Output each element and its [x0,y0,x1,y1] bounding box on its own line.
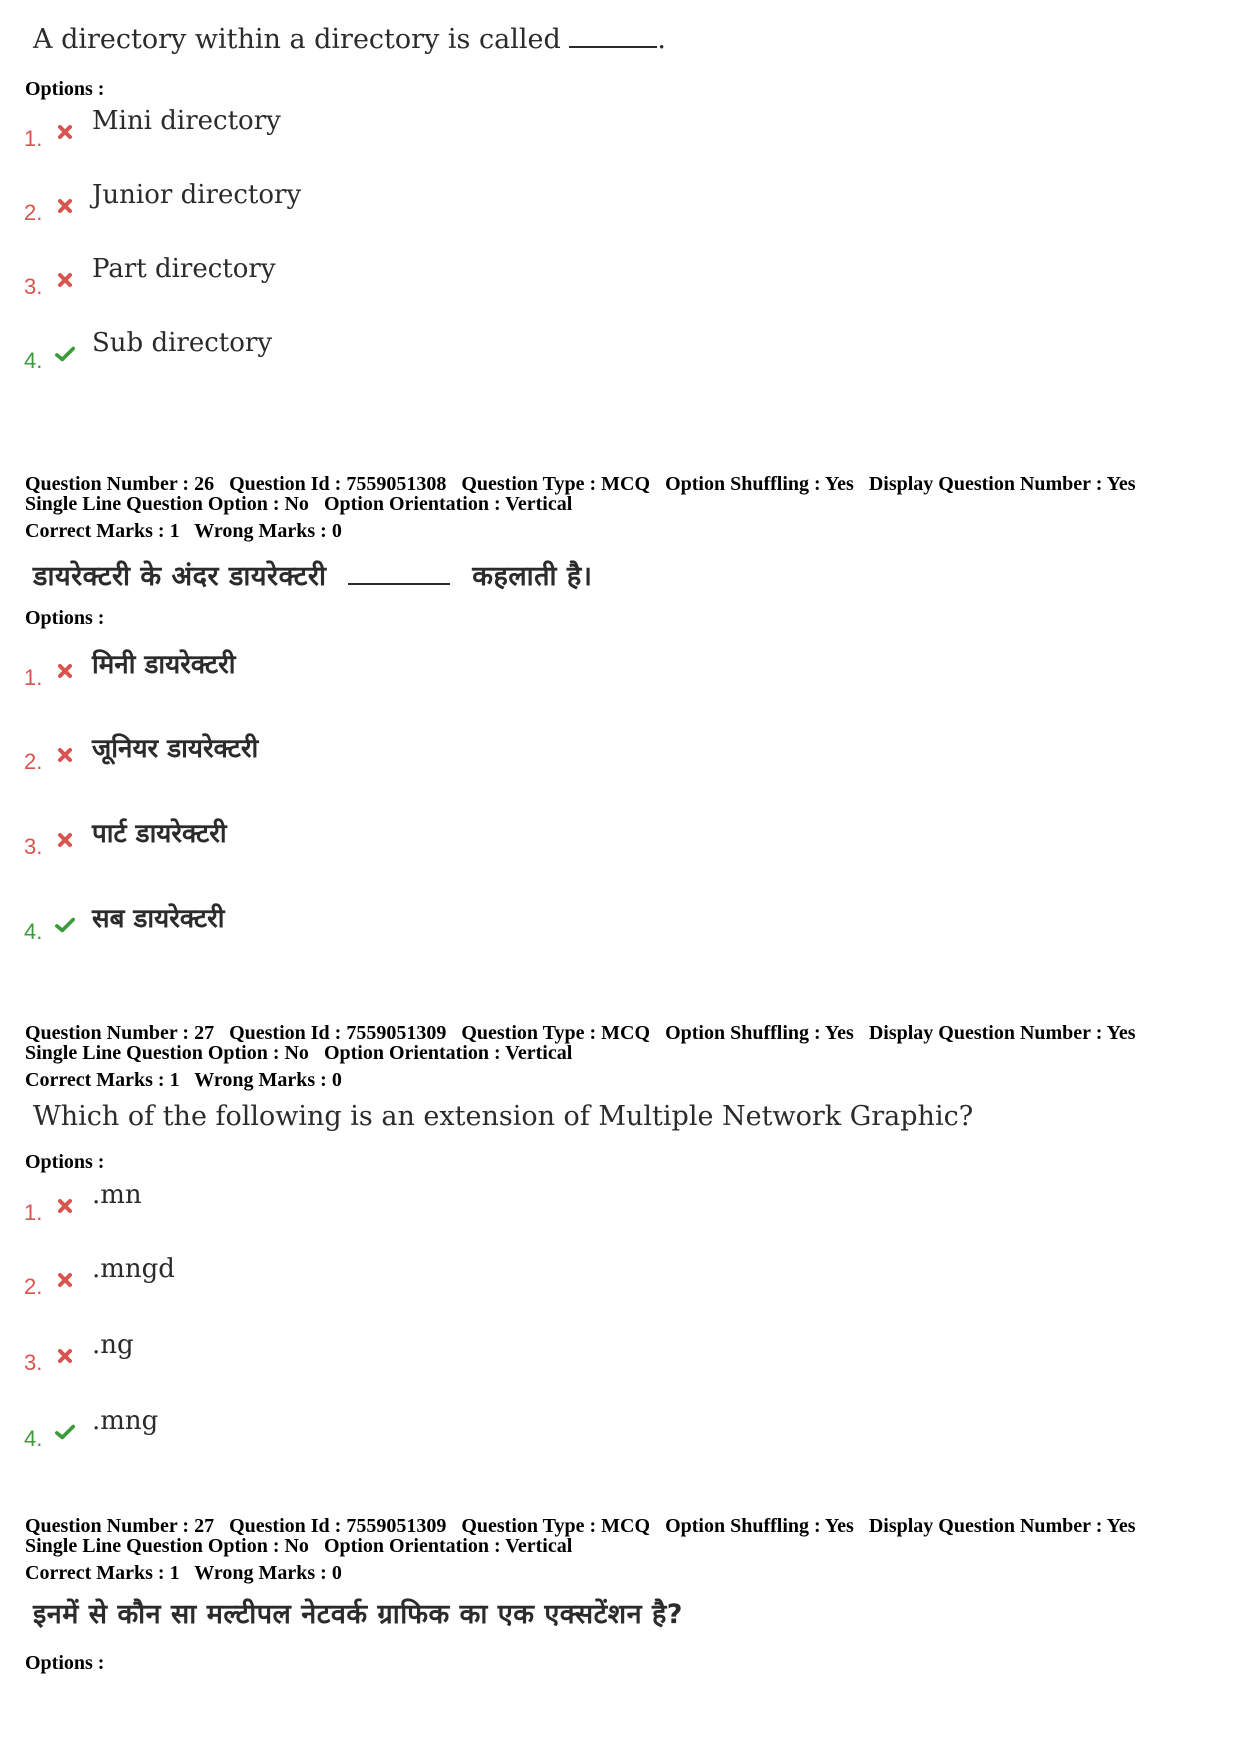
q26-meta-line-2 [25,494,1146,514]
q26-marks [25,520,352,543]
option-number: 3. [24,274,43,299]
cross-icon [55,1270,75,1290]
cross-icon [55,830,75,850]
question-id: Question Id : 7559051308 [229,473,447,495]
option-text: पार्ट डायरेक्टरी [92,819,227,849]
check-icon [55,344,75,364]
correct-marks: Correct Marks : 1 [25,520,180,542]
question-number: Question Number : 26 [25,473,215,495]
option-text: Sub directory [92,328,273,358]
q27b-meta [25,1516,1146,1556]
option-text: सब डायरेक्टरी [92,904,225,934]
option-text: .ng [92,1330,134,1360]
option-orientation: Option Orientation : Vertical [323,1535,573,1557]
q26-stem [33,556,593,593]
q27a-option-4 [0,1406,900,1456]
option-orientation: Option Orientation : Vertical [323,1042,573,1064]
question-number: Question Number : 27 [25,1515,215,1537]
option-text: .mngd [92,1254,175,1284]
option-text: .mn [92,1180,142,1210]
option-number: 4. [24,1426,43,1451]
question-id: Question Id : 7559051309 [229,1022,447,1044]
question-type: Question Type : MCQ [461,473,651,495]
q27a-option-1 [0,1180,900,1230]
option-text: मिनी डायरेक्टरी [92,650,236,680]
wrong-marks: Wrong Marks : 0 [194,1562,342,1584]
q27a-meta [25,1023,1146,1063]
q25-stem [33,24,666,55]
option-text: Mini directory [92,106,281,136]
single-line-option: Single Line Question Option : No [25,493,309,515]
q27a-meta-line-2 [25,1043,1146,1063]
option-text: .mng [92,1406,159,1436]
option-text: Part directory [92,254,276,284]
option-number: 1. [24,665,43,690]
display-question-number: Display Question Number : Yes [868,1022,1136,1044]
q27a-meta-line-1 [25,1023,1146,1043]
question-id: Question Id : 7559051309 [229,1515,447,1537]
option-number: 1. [24,126,43,151]
single-line-option: Single Line Question Option : No [25,1535,309,1557]
q27b-marks [25,1562,352,1585]
q27b-meta-line-1 [25,1516,1146,1536]
cross-icon [55,1196,75,1216]
option-number: 2. [24,200,43,225]
q25-options-label: Options : [25,78,105,100]
option-shuffling: Option Shuffling : Yes [665,473,854,495]
cross-icon [55,1346,75,1366]
q27a-option-2 [0,1254,900,1304]
q26-meta [25,474,1146,514]
q26-stem-text: डायरेक्टरी के अंदर डायरेक्टरी [33,561,327,592]
display-question-number: Display Question Number : Yes [868,473,1136,495]
cross-icon [55,745,75,765]
check-icon [55,915,75,935]
cross-icon [55,122,75,142]
q27b-stem: इनमें से कौन सा मल्टीपल नेटवर्क ग्राफिक का एक एक्सटेंशन है? [33,1599,683,1630]
q26-option-4 [0,905,900,949]
q27a-stem: Which of the following is an extension of Multiple Network Graphic? [33,1101,974,1132]
q27a-options-label: Options : [25,1151,105,1173]
q25-stem-end: . [657,24,666,55]
q26-option-2 [0,735,900,779]
single-line-option: Single Line Question Option : No [25,1042,309,1064]
correct-marks: Correct Marks : 1 [25,1562,180,1584]
wrong-marks: Wrong Marks : 0 [194,1069,342,1091]
question-number: Question Number : 27 [25,1022,215,1044]
q26-stem-end: कहलाती है। [472,561,593,592]
correct-marks: Correct Marks : 1 [25,1069,180,1091]
wrong-marks: Wrong Marks : 0 [194,520,342,542]
option-number: 4. [24,348,43,373]
q26-blank [348,583,450,585]
cross-icon [55,270,75,290]
q25-blank [569,46,657,48]
q25-option-3 [0,254,900,304]
option-number: 4. [24,919,43,944]
display-question-number: Display Question Number : Yes [868,1515,1136,1537]
option-number: 2. [24,1274,43,1299]
q26-options-label: Options : [25,607,105,629]
q25-option-2 [0,180,900,230]
q26-option-1 [0,651,900,695]
question-type: Question Type : MCQ [461,1515,651,1537]
q26-option-3 [0,820,900,864]
cross-icon [55,196,75,216]
option-number: 2. [24,749,43,774]
option-text: जूनियर डायरेक्टरी [92,734,259,764]
option-shuffling: Option Shuffling : Yes [665,1022,854,1044]
q25-stem-text: A directory within a directory is called [33,24,570,55]
q25-option-1 [0,106,900,156]
q26-meta-line-1 [25,474,1146,494]
option-number: 3. [24,1350,43,1375]
q27a-option-3 [0,1330,900,1380]
q27b-options-label: Options : [25,1652,105,1674]
option-text: Junior directory [92,180,302,210]
q25-option-4 [0,328,900,378]
option-number: 1. [24,1200,43,1225]
option-orientation: Option Orientation : Vertical [323,493,573,515]
question-type: Question Type : MCQ [461,1022,651,1044]
check-icon [55,1422,75,1442]
q27a-marks [25,1069,352,1092]
option-number: 3. [24,834,43,859]
option-shuffling: Option Shuffling : Yes [665,1515,854,1537]
q27b-meta-line-2 [25,1536,1146,1556]
cross-icon [55,661,75,681]
